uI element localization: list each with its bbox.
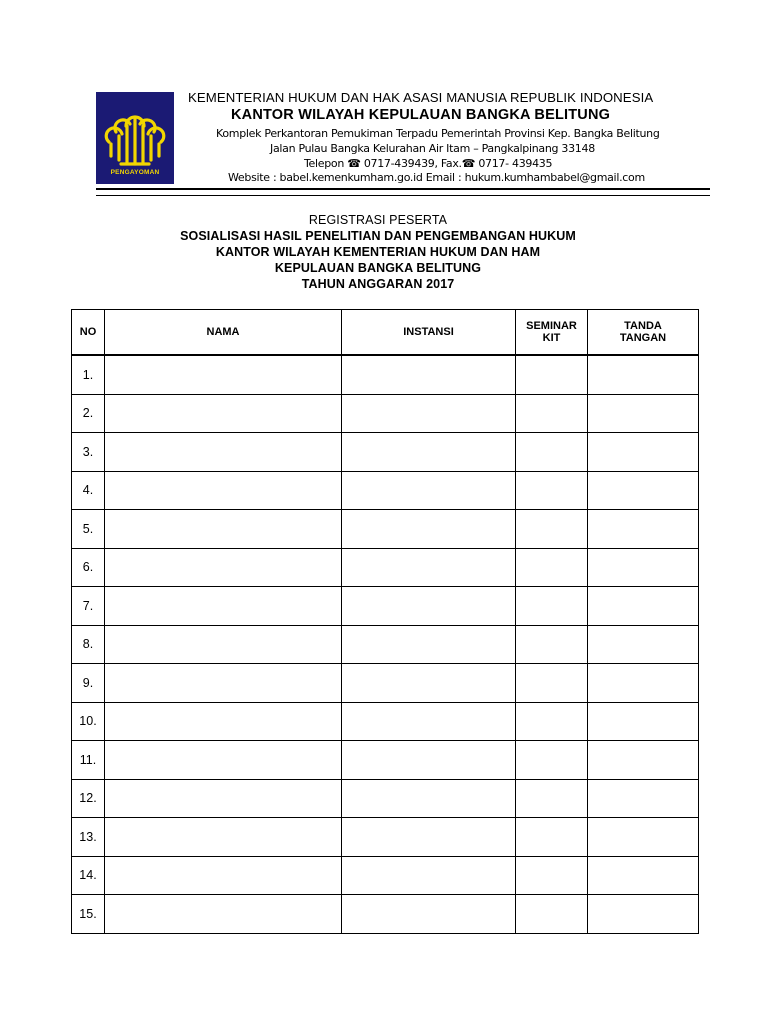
table-row	[72, 471, 699, 510]
tanda-tangan-cell[interactable]	[588, 664, 699, 703]
nama-cell[interactable]	[105, 587, 342, 626]
registration-table	[71, 309, 699, 934]
table-row	[72, 818, 699, 857]
nama-cell[interactable]	[105, 548, 342, 587]
seminar-kit-cell[interactable]	[516, 779, 588, 818]
office-name: KANTOR WILAYAH KEPULAUAN BANGKA BELITUNG	[231, 107, 611, 123]
title-line-4: KEPULAUAN BANGKA BELITUNG	[274, 261, 482, 275]
nama-cell[interactable]	[105, 702, 342, 741]
instansi-cell[interactable]	[342, 895, 516, 934]
nama-cell[interactable]	[105, 471, 342, 510]
nama-cell[interactable]	[105, 625, 342, 664]
nama-cell[interactable]	[105, 818, 342, 857]
row-number-cell: 13.	[72, 818, 105, 857]
seminar-kit-cell[interactable]	[516, 818, 588, 857]
header-instansi: INSTANSI	[342, 310, 516, 356]
letterhead-rule-thick	[96, 188, 710, 190]
seminar-kit-cell[interactable]	[516, 394, 588, 433]
row-number-cell: 12.	[72, 779, 105, 818]
row-number-cell: 6.	[72, 548, 105, 587]
tanda-tangan-cell[interactable]	[588, 587, 699, 626]
row-number-cell: 14.	[72, 856, 105, 895]
row-number-cell: 4.	[72, 471, 105, 510]
letterhead	[0, 0, 768, 200]
instansi-cell[interactable]	[342, 548, 516, 587]
instansi-cell[interactable]	[342, 471, 516, 510]
instansi-cell[interactable]	[342, 625, 516, 664]
seminar-kit-cell[interactable]	[516, 702, 588, 741]
header-tanda-tangan-line1: TANDA	[624, 320, 662, 332]
tanda-tangan-cell[interactable]	[588, 779, 699, 818]
table-row	[72, 702, 699, 741]
table-row	[72, 510, 699, 549]
nama-cell[interactable]	[105, 510, 342, 549]
nama-cell[interactable]	[105, 433, 342, 472]
tanda-tangan-cell[interactable]	[588, 471, 699, 510]
header-nama: NAMA	[105, 310, 342, 356]
tanda-tangan-cell[interactable]	[588, 818, 699, 857]
table-row	[72, 355, 699, 394]
tanda-tangan-cell[interactable]	[588, 625, 699, 664]
seminar-kit-cell[interactable]	[516, 587, 588, 626]
title-line-2: SOSIALISASI HASIL PENELITIAN DAN PENGEMBANGAN HUKUM	[180, 229, 576, 243]
header-seminar-kit	[516, 310, 588, 356]
instansi-cell[interactable]	[342, 433, 516, 472]
nama-cell[interactable]	[105, 741, 342, 780]
nama-cell[interactable]	[105, 895, 342, 934]
seminar-kit-cell[interactable]	[516, 510, 588, 549]
row-number-cell: 9.	[72, 664, 105, 703]
instansi-cell[interactable]	[342, 779, 516, 818]
row-number-cell: 10.	[72, 702, 105, 741]
row-number-cell: 2.	[72, 394, 105, 433]
ministry-name: KEMENTERIAN HUKUM DAN HAK ASASI MANUSIA REPUBLIK INDONESIA	[188, 90, 654, 105]
logo-caption: PENGAYOMAN	[110, 169, 160, 176]
row-number-cell: 15.	[72, 895, 105, 934]
instansi-cell[interactable]	[342, 856, 516, 895]
tanda-tangan-cell[interactable]	[588, 702, 699, 741]
title-line-1: REGISTRASI PESERTA	[308, 213, 448, 227]
tanda-tangan-cell[interactable]	[588, 856, 699, 895]
tanda-tangan-cell[interactable]	[588, 394, 699, 433]
instansi-cell[interactable]	[342, 702, 516, 741]
nama-cell[interactable]	[105, 394, 342, 433]
phone-fax-line: Telepon ☎ 0717-439439, Fax.☎ 0717- 439435	[304, 157, 553, 170]
instansi-cell[interactable]	[342, 741, 516, 780]
seminar-kit-cell[interactable]	[516, 433, 588, 472]
address-line-1: Komplek Perkantoran Pemukiman Terpadu Pemerintah Provinsi Kep. Bangka Belitung	[216, 127, 660, 140]
title-line-3: KANTOR WILAYAH KEMENTERIAN HUKUM DAN HAM	[215, 245, 541, 259]
header-no: NO	[72, 310, 105, 356]
letterhead-rule-thin	[96, 195, 710, 196]
nama-cell[interactable]	[105, 856, 342, 895]
title-line-5: TAHUN ANGGARAN 2017	[301, 277, 455, 291]
tanda-tangan-cell[interactable]	[588, 548, 699, 587]
table-row	[72, 433, 699, 472]
nama-cell[interactable]	[105, 664, 342, 703]
seminar-kit-cell[interactable]	[516, 895, 588, 934]
table-row	[72, 741, 699, 780]
header-tanda-tangan	[588, 310, 699, 356]
instansi-cell[interactable]	[342, 818, 516, 857]
seminar-kit-cell[interactable]	[516, 471, 588, 510]
table-row	[72, 548, 699, 587]
table-row	[72, 779, 699, 818]
row-number-cell: 5.	[72, 510, 105, 549]
website-email-line: Website : babel.kemenkumham.go.id Email : hukum.kumhambabel@gmail.com	[228, 171, 645, 184]
instansi-cell[interactable]	[342, 355, 516, 394]
table-row	[72, 664, 699, 703]
seminar-kit-cell[interactable]	[516, 741, 588, 780]
instansi-cell[interactable]	[342, 587, 516, 626]
tanda-tangan-cell[interactable]	[588, 433, 699, 472]
table-row	[72, 895, 699, 934]
table-row	[72, 856, 699, 895]
header-seminar-kit-line1: SEMINAR	[526, 320, 577, 332]
pengayoman-logo	[96, 92, 174, 184]
seminar-kit-cell[interactable]	[516, 664, 588, 703]
tanda-tangan-cell[interactable]	[588, 510, 699, 549]
document-title-block	[0, 212, 768, 292]
table-header-row	[72, 310, 699, 356]
address-line-2: Jalan Pulau Bangka Kelurahan Air Itam – Pangkalpinang 33148	[270, 142, 595, 155]
tanda-tangan-cell[interactable]	[588, 895, 699, 934]
table-row	[72, 587, 699, 626]
row-number-cell: 8.	[72, 625, 105, 664]
table-body	[72, 355, 699, 933]
row-number-cell: 1.	[72, 355, 105, 394]
header-seminar-kit-line2: KIT	[542, 332, 561, 344]
instansi-cell[interactable]	[342, 394, 516, 433]
seminar-kit-cell[interactable]	[516, 625, 588, 664]
header-tanda-tangan-line2: TANGAN	[619, 332, 667, 344]
row-number-cell: 11.	[72, 741, 105, 780]
nama-cell[interactable]	[105, 355, 342, 394]
seminar-kit-cell[interactable]	[516, 355, 588, 394]
seminar-kit-cell[interactable]	[516, 548, 588, 587]
table-row	[72, 394, 699, 433]
tanda-tangan-cell[interactable]	[588, 355, 699, 394]
instansi-cell[interactable]	[342, 664, 516, 703]
table-row	[72, 625, 699, 664]
nama-cell[interactable]	[105, 779, 342, 818]
tanda-tangan-cell[interactable]	[588, 741, 699, 780]
seminar-kit-cell[interactable]	[516, 856, 588, 895]
row-number-cell: 7.	[72, 587, 105, 626]
row-number-cell: 3.	[72, 433, 105, 472]
instansi-cell[interactable]	[342, 510, 516, 549]
